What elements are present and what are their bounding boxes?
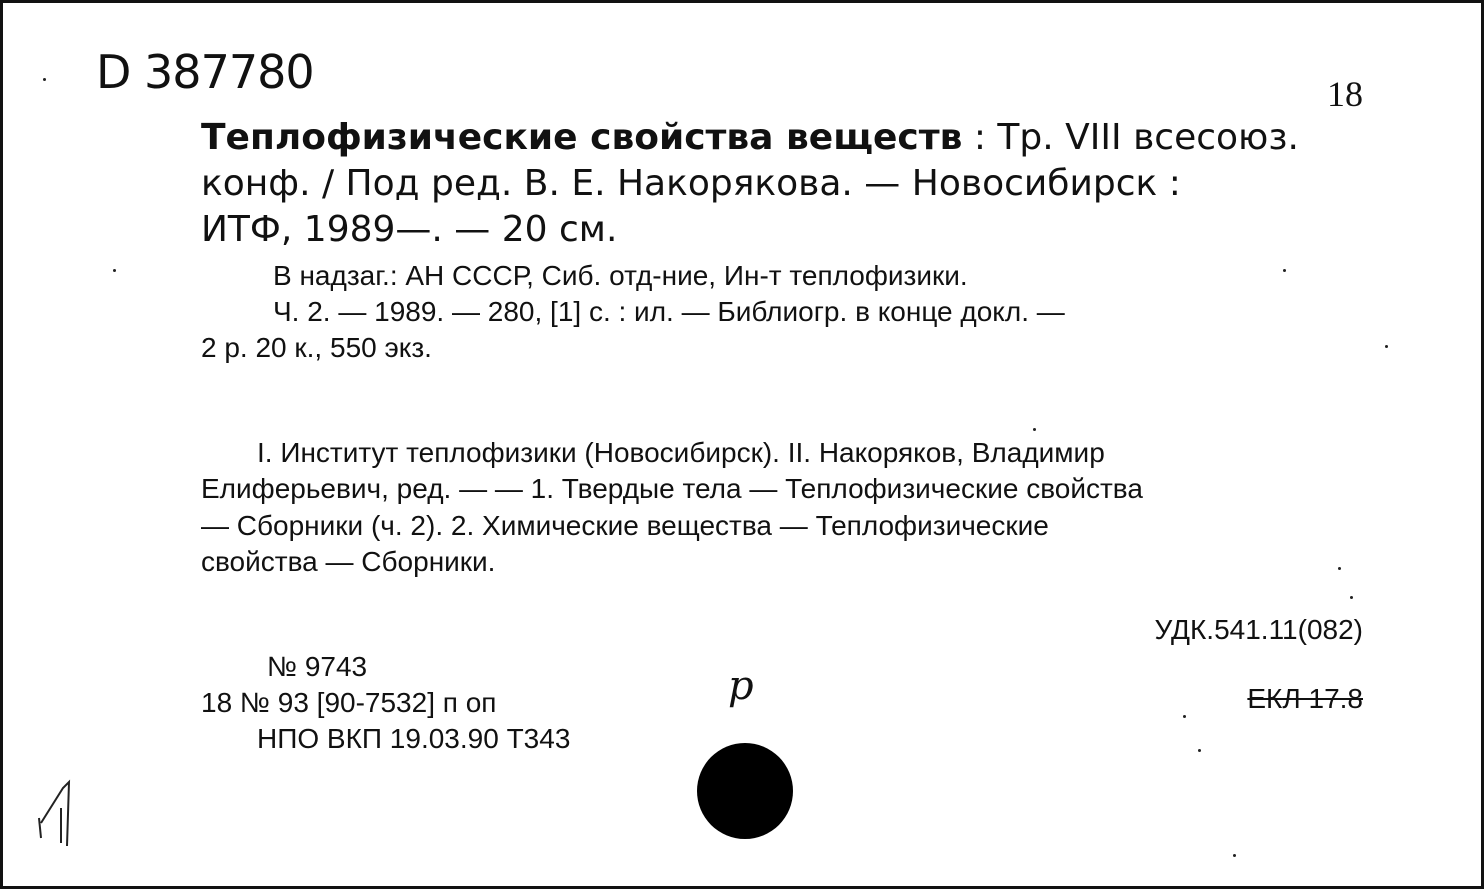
title-bold: Теплофизические свойства веществ [201,117,963,158]
inventory-line-3: НПО ВКП 19.03.90 Т343 [257,723,571,754]
speck [1338,567,1341,570]
speck [1233,854,1236,857]
title-line [201,117,1299,158]
punch-hole [697,743,793,839]
tracing-line-3: — Сборники (ч. 2). 2. Химические вещества — Теплофизические [201,510,1049,541]
note-line-2: Ч. 2. — 1989. — 280, [1] с. : ил. — Библиогр. в конце докл. — [273,296,1065,327]
title-rest: : Тр. VIII всесоюз. [962,117,1299,158]
handwritten-scribble [33,778,83,848]
tracing-line-2: Елиферьевич, ред. — — 1. Твердые тела — Теплофизические свойства [201,473,1143,504]
tracing-line-4: свойства — Сборники. [201,546,496,577]
inventory-line-1: № 9743 [267,651,368,682]
udc-code: УДК.541.11(082) [1154,614,1363,645]
speck [113,269,116,272]
call-number: D 387780 [96,45,314,99]
title-line-3: ИТФ, 1989—. — 20 см. [201,209,618,250]
speck [1198,749,1201,752]
speck [1033,428,1036,431]
speck [1283,269,1286,272]
inventory-line-2: 18 № 93 [90-7532] п оп [201,687,497,718]
card-number: 18 [1327,74,1363,114]
ekl-code: ЕКЛ 17.8 [1247,683,1363,714]
tracing-line-1: I. Институт теплофизики (Новосибирск). II. Накоряков, Владимир [257,437,1105,468]
note-line-3: 2 р. 20 к., 550 экз. [201,332,432,363]
title-line-2: конф. / Под ред. В. Е. Накорякова. — Новосибирск : [201,163,1181,204]
speck [1350,596,1353,599]
note-line-1: В надзаг.: АН СССР, Сиб. отд-ние, Ин-т теплофизики. [273,260,968,291]
speck [1183,715,1186,718]
speck [1385,345,1388,348]
speck [43,78,46,81]
handwritten-mark: р [728,663,754,709]
